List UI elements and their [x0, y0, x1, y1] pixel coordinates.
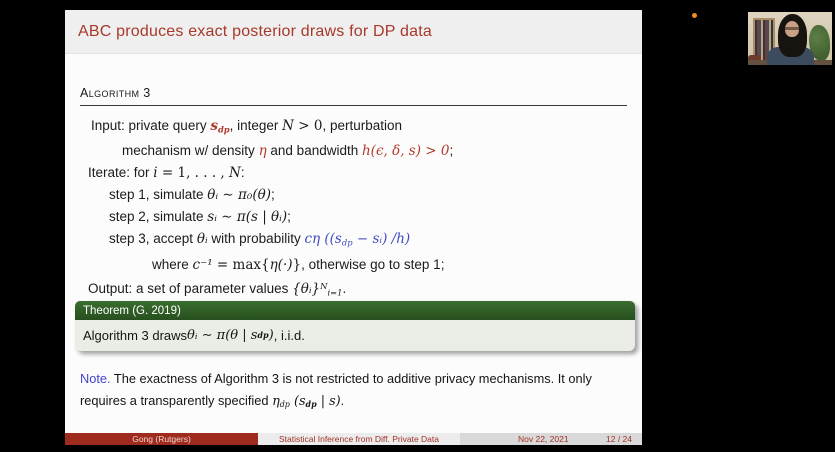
- math-seg: sᵢ ∼ π(s | θᵢ): [207, 209, 288, 226]
- math-seg: η: [258, 143, 267, 160]
- math-seg: = max{: [212, 256, 270, 273]
- text-seg: Output: a set of parameter values: [88, 280, 293, 296]
- text-seg: , otherwise go to step 1;: [301, 256, 445, 272]
- theorem-box: [75, 301, 635, 351]
- text-seg: and bandwidth: [266, 143, 362, 159]
- text-seg: step 3, accept: [109, 231, 197, 247]
- math-seg: θᵢ ∼ π(θ | s: [187, 327, 258, 343]
- algo-line-where: [65, 254, 642, 276]
- math-seg: h(ϵ, δ, s) > 0: [361, 143, 450, 160]
- footer-date: Nov 22, 2021: [518, 434, 569, 444]
- algo-line-iterate: [65, 162, 642, 184]
- math-seg: > 0: [293, 118, 323, 134]
- presentation-slide: [65, 10, 642, 445]
- footer-page-number: 12 / 24: [606, 434, 632, 444]
- math-seg: N: [229, 165, 241, 182]
- theorem-header: [75, 301, 635, 320]
- theorem-title: Theorem (G. 2019): [83, 304, 181, 317]
- math-seg: N: [282, 118, 294, 134]
- note-block: [80, 368, 636, 415]
- text-seg: requires a transparently specified: [80, 392, 273, 408]
- math-seg: i: [153, 165, 158, 182]
- text-seg: Iterate: for: [88, 165, 154, 181]
- math-seg-blue: − sᵢ) /h): [352, 231, 411, 248]
- math-seg-blue: cη ((s: [304, 231, 342, 248]
- math-seg: s: [210, 118, 218, 134]
- deck-title: Statistical Inference from Diff. Private Data: [279, 434, 439, 444]
- math-sub: dp: [305, 399, 317, 409]
- heading-rule: [80, 105, 627, 106]
- math-sub: i=1: [327, 287, 343, 298]
- footer-right-section: [460, 433, 642, 445]
- math-sub: dp: [279, 399, 290, 409]
- math-seg: (s: [289, 393, 306, 409]
- slide-footer: [65, 433, 642, 445]
- footer-author: [65, 433, 258, 445]
- slide-title-bar: [65, 10, 642, 54]
- math-sub: dp: [217, 124, 230, 135]
- note-text-line1: The exactness of Algorithm 3 is not restricted to additive privacy mechanisms. It only: [110, 371, 592, 386]
- math-seg: {θᵢ}: [292, 280, 321, 297]
- math-seg: c⁻¹: [192, 256, 213, 273]
- text-seg: Input: private query: [91, 118, 211, 133]
- algo-line-output: [65, 276, 642, 304]
- footer-deck-title: [258, 433, 460, 445]
- math-seg: }: [292, 256, 302, 273]
- math-seg: η(·): [269, 256, 293, 273]
- text-seg: Algorithm 3 draws: [83, 327, 188, 343]
- math-sup: N: [320, 280, 328, 291]
- text-seg: mechanism w/ density: [122, 143, 259, 159]
- text-seg: ;: [270, 187, 275, 203]
- algo-line-input2: [65, 140, 642, 162]
- text-seg: .: [340, 392, 345, 408]
- algo-line-step3: [65, 228, 642, 253]
- author-name: Gong (Rutgers): [132, 434, 191, 444]
- algo-line-step2: [65, 206, 642, 228]
- theorem-body: [75, 320, 635, 351]
- algo-line-step1: [65, 184, 642, 206]
- math-seg: | s): [316, 393, 341, 409]
- text-seg: , integer: [229, 118, 283, 133]
- speaker-webcam-tile[interactable]: [748, 12, 832, 65]
- text-seg: :: [240, 165, 245, 181]
- text-seg: step 1, simulate: [109, 187, 208, 203]
- text-seg: .: [342, 280, 347, 296]
- text-seg: , perturbation: [322, 118, 403, 133]
- slide-title: ABC produces exact posterior draws for DP data: [78, 22, 432, 40]
- math-sub: dp: [257, 330, 269, 340]
- text-seg: step 2, simulate: [109, 209, 208, 225]
- math-seg: θᵢ: [196, 231, 208, 248]
- text-seg: ;: [287, 209, 291, 225]
- math-seg: θᵢ ∼ π₀(θ): [207, 187, 271, 204]
- text-seg: ;: [449, 143, 454, 159]
- text-seg: , i.i.d.: [273, 327, 305, 343]
- math-seg: η: [272, 393, 280, 409]
- note-label: Note.: [80, 371, 111, 386]
- recording-indicator-dot: [692, 13, 697, 18]
- text-seg: with probability: [207, 231, 305, 247]
- text-seg: where: [152, 256, 193, 272]
- math-seg: ): [268, 327, 274, 343]
- algo-line-input: [65, 115, 642, 140]
- math-seg: = 1, . . . ,: [157, 165, 230, 182]
- speaker-glasses: [785, 27, 799, 30]
- math-sub-blue: dp: [341, 237, 353, 248]
- algorithm-heading: Algorithm 3: [80, 86, 151, 100]
- algorithm-block: [65, 115, 642, 303]
